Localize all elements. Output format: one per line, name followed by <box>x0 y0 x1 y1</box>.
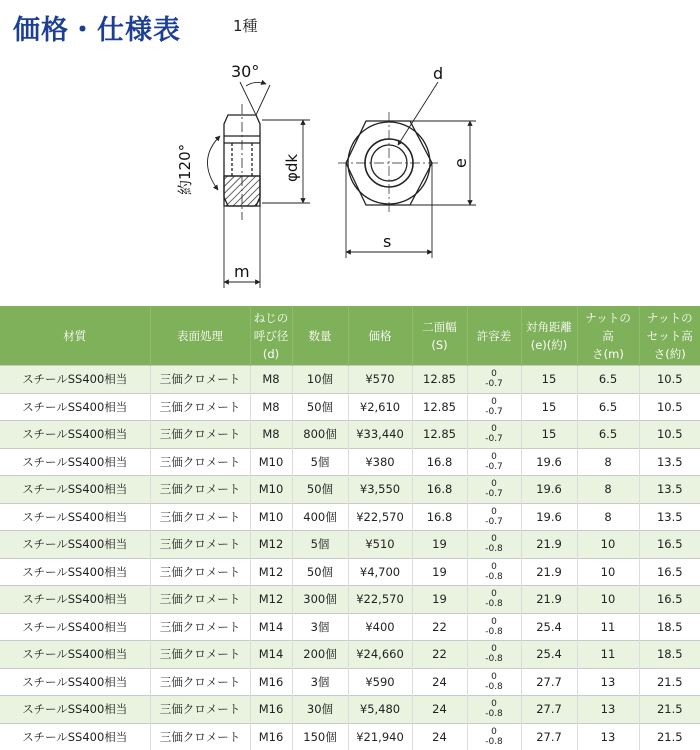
material-cell: スチールSS400相当 <box>0 641 150 669</box>
nut-height-cell: 10 <box>577 586 639 614</box>
tolerance-cell <box>467 696 521 724</box>
material-cell: スチールSS400相当 <box>0 558 150 586</box>
surface-treatment-cell: 三価クロメート <box>150 558 250 586</box>
material-cell: スチールSS400相当 <box>0 613 150 641</box>
nut-height-cell: 10 <box>577 531 639 559</box>
set-height-cell: 16.5 <box>639 531 700 559</box>
tolerance-cell <box>467 531 521 559</box>
table-row <box>0 613 700 641</box>
across-flats-cell: 24 <box>412 723 467 750</box>
table-row <box>0 668 700 696</box>
thread-size-cell: M16 <box>250 723 292 750</box>
across-flats-cell: 16.8 <box>412 448 467 476</box>
column-header-line: セット高 <box>646 328 693 343</box>
table-row <box>0 531 700 559</box>
across-flats-cell: 16.8 <box>412 476 467 504</box>
tolerance-upper: 0 <box>491 699 497 710</box>
thread-size-cell: M12 <box>250 558 292 586</box>
chamfer-angle-label: 30° <box>231 62 260 81</box>
tolerance-upper: 0 <box>491 589 497 600</box>
tolerance-cell <box>467 586 521 614</box>
set-height-cell: 21.5 <box>639 668 700 696</box>
material-cell: スチールSS400相当 <box>0 531 150 559</box>
tolerance-upper: 0 <box>491 479 497 490</box>
tolerance-cell <box>467 613 521 641</box>
column-header-line: ねじの <box>253 310 289 325</box>
material-cell: スチールSS400相当 <box>0 696 150 724</box>
price-cell: ¥2,610 <box>348 393 412 421</box>
surface-treatment-cell: 三価クロメート <box>150 613 250 641</box>
thread-size-cell: M10 <box>250 503 292 531</box>
material-cell: スチールSS400相当 <box>0 421 150 449</box>
diagonal-width-cell: 21.9 <box>521 586 577 614</box>
column-header-line: 許容差 <box>476 328 512 343</box>
column-header <box>639 306 700 366</box>
diagonal-width-cell: 15 <box>521 366 577 394</box>
tolerance-upper: 0 <box>491 644 497 655</box>
price-cell: ¥400 <box>348 613 412 641</box>
set-height-cell: 13.5 <box>639 503 700 531</box>
column-header <box>577 306 639 366</box>
column-header-line: (d) <box>262 346 280 361</box>
diagonal-width-cell: 15 <box>521 421 577 449</box>
column-header-line: (S) <box>431 337 448 352</box>
thread-size-cell: M10 <box>250 448 292 476</box>
nut-height-cell: 11 <box>577 613 639 641</box>
column-header-line: さ(約) <box>653 346 686 361</box>
table-row <box>0 448 700 476</box>
set-height-cell: 18.5 <box>639 641 700 669</box>
set-height-cell: 13.5 <box>639 448 700 476</box>
column-header <box>0 306 150 366</box>
quantity-cell: 200個 <box>292 641 348 669</box>
column-header <box>412 306 467 366</box>
surface-treatment-cell: 三価クロメート <box>150 641 250 669</box>
surface-treatment-cell: 三価クロメート <box>150 503 250 531</box>
tolerance-lower: -0.8 <box>485 544 503 555</box>
thread-size-cell: M14 <box>250 613 292 641</box>
tolerance-upper: 0 <box>491 671 497 682</box>
nut-height-cell: 6.5 <box>577 366 639 394</box>
column-header <box>467 306 521 366</box>
surface-treatment-cell: 三価クロメート <box>150 668 250 696</box>
page-title: 価格・仕様表 <box>13 15 181 46</box>
quantity-cell: 300個 <box>292 586 348 614</box>
tolerance-cell <box>467 723 521 750</box>
diagonal-width-cell: 25.4 <box>521 613 577 641</box>
material-cell: スチールSS400相当 <box>0 476 150 504</box>
quantity-cell: 3個 <box>292 613 348 641</box>
tolerance-cell <box>467 448 521 476</box>
tolerance-cell <box>467 558 521 586</box>
thread-size-cell: M12 <box>250 531 292 559</box>
set-height-cell: 16.5 <box>639 586 700 614</box>
table-body <box>0 366 700 750</box>
bearing-angle-label: 約120° <box>176 143 194 195</box>
column-header-line: ナットの高 <box>585 310 631 343</box>
tolerance-cell <box>467 421 521 449</box>
quantity-cell: 5個 <box>292 448 348 476</box>
tolerance-lower: -0.7 <box>485 489 503 500</box>
nut-height-cell: 11 <box>577 641 639 669</box>
diagonal-width-cell: 19.6 <box>521 476 577 504</box>
price-cell: ¥33,440 <box>348 421 412 449</box>
table-header-row <box>0 306 700 366</box>
across-flats-cell: 12.85 <box>412 366 467 394</box>
tolerance-upper: 0 <box>491 451 497 462</box>
tolerance-lower: -0.7 <box>485 406 503 417</box>
price-spec-table <box>0 306 700 750</box>
column-header-line: ナットの <box>646 310 693 325</box>
price-cell: ¥21,940 <box>348 723 412 750</box>
across-flats-cell: 24 <box>412 696 467 724</box>
column-header-line: 対角距離 <box>526 319 572 334</box>
tolerance-lower: -0.8 <box>485 681 503 692</box>
column-header-line: 呼び径 <box>253 328 289 343</box>
diagonal-width-cell: 19.6 <box>521 503 577 531</box>
diagonal-width-cell: 25.4 <box>521 641 577 669</box>
set-height-cell: 16.5 <box>639 558 700 586</box>
surface-treatment-cell: 三価クロメート <box>150 421 250 449</box>
diagonal-width-cell: 15 <box>521 393 577 421</box>
quantity-cell: 50個 <box>292 393 348 421</box>
nut-front-view <box>338 82 476 258</box>
column-header-line: 数量 <box>308 328 332 343</box>
tolerance-upper: 0 <box>491 506 497 517</box>
tolerance-cell <box>467 503 521 531</box>
table-row <box>0 421 700 449</box>
surface-treatment-cell: 三価クロメート <box>150 586 250 614</box>
tolerance-upper: 0 <box>491 534 497 545</box>
tolerance-lower: -0.8 <box>485 626 503 637</box>
tolerance-lower: -0.7 <box>485 461 503 472</box>
price-cell: ¥510 <box>348 531 412 559</box>
table-row <box>0 503 700 531</box>
surface-treatment-cell: 三価クロメート <box>150 366 250 394</box>
nut-height-cell: 13 <box>577 668 639 696</box>
column-header-line: 価格 <box>368 328 392 343</box>
nut-height-cell: 13 <box>577 723 639 750</box>
quantity-cell: 150個 <box>292 723 348 750</box>
column-header-line: 二面幅 <box>422 319 457 334</box>
set-height-cell: 10.5 <box>639 421 700 449</box>
thread-size-cell: M10 <box>250 476 292 504</box>
surface-treatment-cell: 三価クロメート <box>150 723 250 750</box>
price-cell: ¥5,480 <box>348 696 412 724</box>
tolerance-upper: 0 <box>491 616 497 627</box>
thread-size-cell: M16 <box>250 696 292 724</box>
surface-treatment-cell: 三価クロメート <box>150 393 250 421</box>
column-header-line: 材質 <box>63 328 87 343</box>
thread-size-cell: M8 <box>250 366 292 394</box>
nut-height-cell: 6.5 <box>577 393 639 421</box>
table-row <box>0 641 700 669</box>
tolerance-cell <box>467 476 521 504</box>
column-header <box>348 306 412 366</box>
nut-height-cell: 8 <box>577 476 639 504</box>
across-flats-cell: 16.8 <box>412 503 467 531</box>
surface-treatment-cell: 三価クロメート <box>150 531 250 559</box>
nut-height-cell: 8 <box>577 448 639 476</box>
tolerance-cell <box>467 668 521 696</box>
set-height-cell: 18.5 <box>639 613 700 641</box>
tolerance-lower: -0.8 <box>485 709 503 720</box>
diagonal-width-cell: 27.7 <box>521 668 577 696</box>
tolerance-lower: -0.8 <box>485 654 503 665</box>
across-flats-cell: 19 <box>412 558 467 586</box>
table-row <box>0 696 700 724</box>
quantity-cell: 800個 <box>292 421 348 449</box>
across-flats-cell: 22 <box>412 613 467 641</box>
table-row <box>0 476 700 504</box>
nut-height-cell: 6.5 <box>577 421 639 449</box>
thread-size-cell: M16 <box>250 668 292 696</box>
across-flats-cell: 19 <box>412 586 467 614</box>
quantity-cell: 400個 <box>292 503 348 531</box>
column-header <box>521 306 577 366</box>
set-height-cell: 13.5 <box>639 476 700 504</box>
tolerance-lower: -0.7 <box>485 379 503 390</box>
set-height-cell: 10.5 <box>639 366 700 394</box>
column-header-line: 表面処理 <box>177 328 223 343</box>
material-cell: スチールSS400相当 <box>0 366 150 394</box>
table-row <box>0 586 700 614</box>
diagonal-width-cell: 27.7 <box>521 696 577 724</box>
thread-size-cell: M8 <box>250 393 292 421</box>
price-cell: ¥570 <box>348 366 412 394</box>
material-cell: スチールSS400相当 <box>0 723 150 750</box>
price-cell: ¥24,660 <box>348 641 412 669</box>
price-cell: ¥22,570 <box>348 503 412 531</box>
tolerance-lower: -0.8 <box>485 571 503 582</box>
tolerance-lower: -0.7 <box>485 434 503 445</box>
diagonal-width-cell: 21.9 <box>521 531 577 559</box>
quantity-cell: 3個 <box>292 668 348 696</box>
material-cell: スチールSS400相当 <box>0 448 150 476</box>
thread-size-cell: M8 <box>250 421 292 449</box>
table-row <box>0 723 700 750</box>
surface-treatment-cell: 三価クロメート <box>150 696 250 724</box>
quantity-cell: 50個 <box>292 558 348 586</box>
tolerance-cell <box>467 393 521 421</box>
column-header <box>292 306 348 366</box>
material-cell: スチールSS400相当 <box>0 586 150 614</box>
surface-treatment-cell: 三価クロメート <box>150 448 250 476</box>
price-cell: ¥3,550 <box>348 476 412 504</box>
price-cell: ¥590 <box>348 668 412 696</box>
across-flats-cell: 22 <box>412 641 467 669</box>
set-height-cell: 10.5 <box>639 393 700 421</box>
column-header <box>250 306 292 366</box>
set-height-cell: 21.5 <box>639 696 700 724</box>
quantity-cell: 5個 <box>292 531 348 559</box>
column-header-line: さ(m) <box>592 346 624 361</box>
material-cell: スチールSS400相当 <box>0 503 150 531</box>
price-cell: ¥380 <box>348 448 412 476</box>
tolerance-upper: 0 <box>491 561 497 572</box>
table-row <box>0 558 700 586</box>
quantity-cell: 10個 <box>292 366 348 394</box>
material-cell: スチールSS400相当 <box>0 668 150 696</box>
bearing-diameter-label: φdk <box>283 153 301 182</box>
nut-height-cell: 8 <box>577 503 639 531</box>
across-flats-cell: 24 <box>412 668 467 696</box>
tolerance-lower: -0.8 <box>485 599 503 610</box>
material-cell: スチールSS400相当 <box>0 393 150 421</box>
column-header <box>150 306 250 366</box>
nut-side-view <box>207 82 310 288</box>
diagonal-width-cell: 27.7 <box>521 723 577 750</box>
hex-nut-diagram <box>0 0 700 305</box>
tolerance-upper: 0 <box>491 726 497 737</box>
thread-diameter-label: d <box>433 64 444 83</box>
across-flats-cell: 19 <box>412 531 467 559</box>
tolerance-upper: 0 <box>491 424 497 435</box>
nut-height-cell: 10 <box>577 558 639 586</box>
diagonal-width-cell: 19.6 <box>521 448 577 476</box>
across-flats-label: s <box>383 232 392 251</box>
thread-size-cell: M14 <box>250 641 292 669</box>
price-cell: ¥4,700 <box>348 558 412 586</box>
tolerance-cell <box>467 366 521 394</box>
tolerance-lower: -0.8 <box>485 736 503 747</box>
quantity-cell: 50個 <box>292 476 348 504</box>
table-row <box>0 366 700 394</box>
height-label: m <box>234 262 250 281</box>
tolerance-upper: 0 <box>491 369 497 380</box>
column-header-line: (e)(約) <box>530 337 568 352</box>
nut-height-cell: 13 <box>577 696 639 724</box>
quantity-cell: 30個 <box>292 696 348 724</box>
surface-treatment-cell: 三価クロメート <box>150 476 250 504</box>
diagonal-width-cell: 21.9 <box>521 558 577 586</box>
across-flats-cell: 12.85 <box>412 421 467 449</box>
across-flats-cell: 12.85 <box>412 393 467 421</box>
nut-type-label: 1種 <box>233 17 258 35</box>
price-cell: ¥22,570 <box>348 586 412 614</box>
table-row <box>0 393 700 421</box>
tolerance-cell <box>467 641 521 669</box>
tolerance-lower: -0.7 <box>485 516 503 527</box>
thread-size-cell: M12 <box>250 586 292 614</box>
tolerance-upper: 0 <box>491 396 497 407</box>
diagonal-width-label: e <box>451 158 470 168</box>
set-height-cell: 21.5 <box>639 723 700 750</box>
